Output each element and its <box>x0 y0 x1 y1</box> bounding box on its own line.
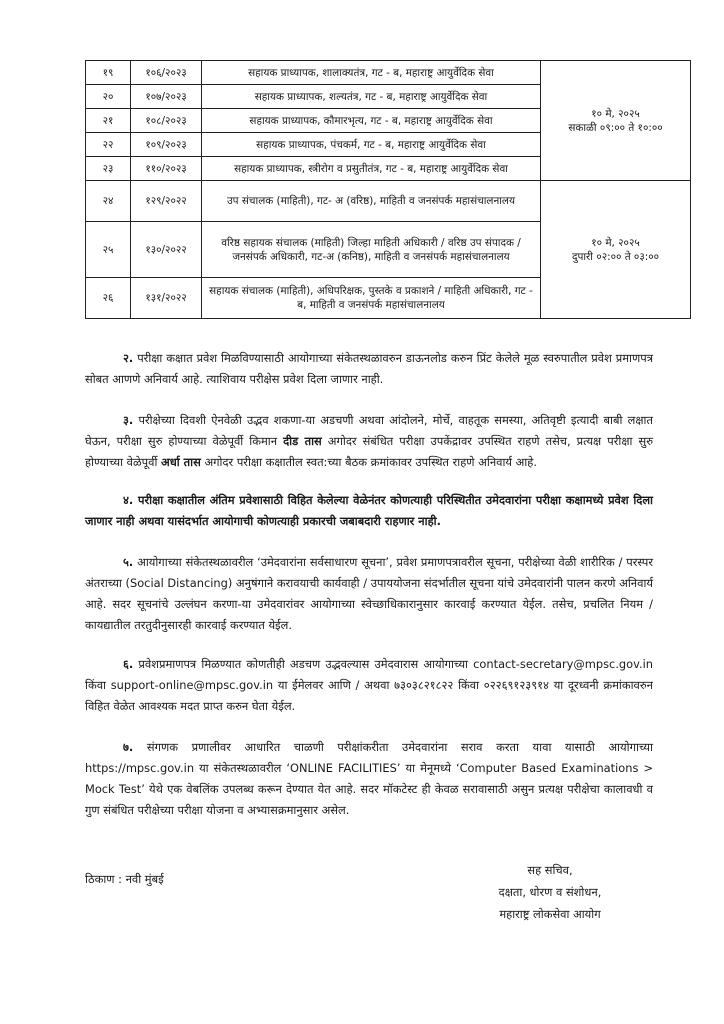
serial-cell: २२ <box>86 133 131 157</box>
paragraph-number: २. <box>123 351 134 365</box>
table-row <box>86 181 691 222</box>
advertisement-cell: १२९/२०२२ <box>131 181 202 222</box>
paragraph-5 <box>85 552 653 636</box>
schedule-date: १० मे, २०२५ <box>591 107 640 120</box>
post-cell: उप संचालक (माहिती), गट- अ (वरिष्ठ), माहिती व जनसंपर्क महासंचालनालय <box>202 181 541 222</box>
paragraph-text: अगोदर संबंधित परीक्षा उपकेंद्रावर उपस्थित राहणे तसेच, प्रत्यक्ष परीक्षा सुरु होण्याच्या वेळेपूर्वी <box>85 434 654 469</box>
paragraph-2 <box>85 348 653 390</box>
schedule-time: सकाळी ०९:०० ते १०:०० <box>568 121 663 134</box>
paragraph-text: संगणक प्रणालीवर आधारित चाळणी परीक्षांकरीता उमेदवारांना सराव करता यावा यासाठी आयोगाच्या https://mpsc.gov.in या संकेतस्थळावरील ‘ONLINE FACILITIES’ या मेनूमध्ये ‘Computer Based Examinations > Mock Test’ येथे एक वेबलिंक उपलब्ध करून देण्यात येत आहे. सदर मॉकटेस्ट ही केवळ सरावासाठी असुन प्रत्यक्ष परीक्षेचा कालावधी व गुण संबंधित परीक्षेच्या परीक्षा योजना व अभ्यासक्रमानुसार असेल. <box>85 740 653 817</box>
paragraph-text: परीक्षेच्या दिवशी ऐनवेळी उद्भव शकणा-या अडचणी अथवा आंदोलने, मोर्चे, वाहतूक समस्या, अतिवृष्टी इत्यादी बाबी लक्षात घेऊन, परीक्षा सुरु होण्याच्या वेळेपूर्वी किमान <box>85 413 653 448</box>
serial-cell: २५ <box>86 222 131 278</box>
post-cell: सहायक प्राध्यापक, कौमारभृत्य, गट - ब, महाराष्ट्र आयुर्वेदिक सेवा <box>202 109 541 133</box>
serial-cell: २१ <box>86 109 131 133</box>
paragraph-6 <box>85 654 653 717</box>
signature-block <box>460 859 640 925</box>
serial-cell: २६ <box>86 278 131 319</box>
advertisement-cell: १०६/२०२३ <box>131 61 202 85</box>
post-cell: सहायक प्राध्यापक, स्त्रीरोग व प्रसुतीतंत्र, गट - ब, महाराष्ट्र आयुर्वेदिक सेवा <box>202 157 541 181</box>
paragraph-3 <box>85 410 653 473</box>
table-row <box>86 61 691 85</box>
advertisement-cell: १३१/२०२२ <box>131 278 202 319</box>
serial-cell: २३ <box>86 157 131 181</box>
schedule-date: १० मे, २०२५ <box>591 236 640 249</box>
schedule-time: दुपारी ०२:०० ते ०३:०० <box>571 250 660 263</box>
paragraph-text: परीक्षा कक्षातील अंतिम प्रवेशासाठी विहित केलेल्या वेळेनंतर कोणत्याही परिस्थितीत उमेदवारांना परीक्षा कक्षामध्ये प्रवेश दिला जाणार नाही अथवा यासंदर्भात आयोगाची कोणत्याही प्रकारची जबाबदारी राहणार नाही. <box>85 493 654 528</box>
post-cell: सहायक संचालक (माहिती), अधिपरिक्षक, पुस्तके व प्रकाशने / माहिती अधिकारी, गट - ब, माहिती व जनसंपर्क महासंचालनालय <box>202 278 541 319</box>
paragraph-text: प्रवेशप्रमाणपत्र मिळण्यात कोणतीही अडचण उद्भवल्यास उमेदवारास आयोगाच्या contact-secretary@mpsc.gov.in किंवा support-online@mpsc.gov.in या ईमेलवर आणि / अथवा ७३०३८२१८२२ किंवा ०२२६९१२३९१४ या दूरध्वनी क्रमांकावरुन विहित वेळेत आवश्यक मदत प्राप्त करुन घेता येईल. <box>85 657 653 713</box>
signatory-department: दक्षता, धोरण व संशोधन, <box>498 885 602 899</box>
paragraph-number: ४. <box>123 493 134 507</box>
paragraph-number: ३. <box>123 413 134 427</box>
paragraph-number: ६. <box>123 657 134 671</box>
schedule-cell-morning <box>541 61 691 181</box>
post-cell: सहायक प्राध्यापक, शल्यतंत्र, गट - ब, महाराष्ट्र आयुर्वेदिक सेवा <box>202 85 541 109</box>
place-line: ठिकाण : नवी मुंबई <box>85 872 164 886</box>
serial-cell: २० <box>86 85 131 109</box>
serial-cell: १९ <box>86 61 131 85</box>
paragraph-7 <box>85 737 653 821</box>
schedule-cell-afternoon <box>541 181 691 319</box>
paragraph-number: ७. <box>123 740 134 754</box>
advertisement-cell: १३०/२०२२ <box>131 222 202 278</box>
post-cell: सहायक प्राध्यापक, शालाक्यतंत्र, गट - ब, महाराष्ट्र आयुर्वेदिक सेवा <box>202 61 541 85</box>
paragraph-text: परीक्षा कक्षात प्रवेश मिळविण्यासाठी आयोगाच्या संकेतस्थळावरुन डाऊनलोड करुन प्रिंट केलेले मूळ स्वरुपातील प्रवेश प्रमाणपत्र सोबत आणणे अनिवार्य आहे. त्याशिवाय परीक्षेस प्रवेश दिला जाणार नाही. <box>85 351 653 386</box>
paragraph-text: आयोगाच्या संकेतस्थळावरील ‘उमेदवारांना सर्वसाधारण सूचना’, प्रवेश प्रमाणपत्रावरील सूचना, परीक्षेच्या वेळी शारीरिक / परस्पर अंतराच्या (Social Distancing) अनुषंगाने करावयाची कार्यवाही / उपाययोजना संदर्भातील सूचना यांचे उमेदवारांनी पालन करणे अनिवार्य आहे. सदर सूचनांचे उल्लंघन करणा-या उमेदवारांवर आयोगाच्या स्वेच्छाधिकारानुसार कारवाई करण्यात येईल. तसेच, प्रचलित नियम / कायद्यातील तरतुदीनुसारही कारवाई करण्यात येईल. <box>85 555 653 632</box>
signatory-organization: महाराष्ट्र लोकसेवा आयोग <box>499 907 601 921</box>
exam-schedule-table <box>85 60 691 319</box>
advertisement-cell: ११०/२०२३ <box>131 157 202 181</box>
paragraph-number: ५. <box>123 555 134 569</box>
signatory-title: सह सचिव, <box>527 863 573 877</box>
post-cell: सहायक प्राध्यापक, पंचकर्म, गट - ब, महाराष्ट्र आयुर्वेदिक सेवा <box>202 133 541 157</box>
advertisement-cell: १०८/२०२३ <box>131 109 202 133</box>
emphasis-text: दीड तास <box>283 434 322 448</box>
post-cell: वरिष्ठ सहायक संचालक (माहिती) जिल्हा माहिती अधिकारी / वरिष्ठ उप संपादक / जनसंपर्क अधिकारी, गट-अ (कनिष्ठ), माहिती व जनसंपर्क महासंचालनालय <box>202 222 541 278</box>
paragraph-text: अगोदर परीक्षा कक्षातील स्वत:च्या बैठक क्रमांकावर उपस्थित राहणे अनिवार्य आहे. <box>204 455 537 469</box>
advertisement-cell: १०७/२०२३ <box>131 85 202 109</box>
emphasis-text: अर्धा तास <box>161 455 201 469</box>
paragraph-4 <box>85 490 653 532</box>
serial-cell: २४ <box>86 181 131 222</box>
advertisement-cell: १०९/२०२३ <box>131 133 202 157</box>
